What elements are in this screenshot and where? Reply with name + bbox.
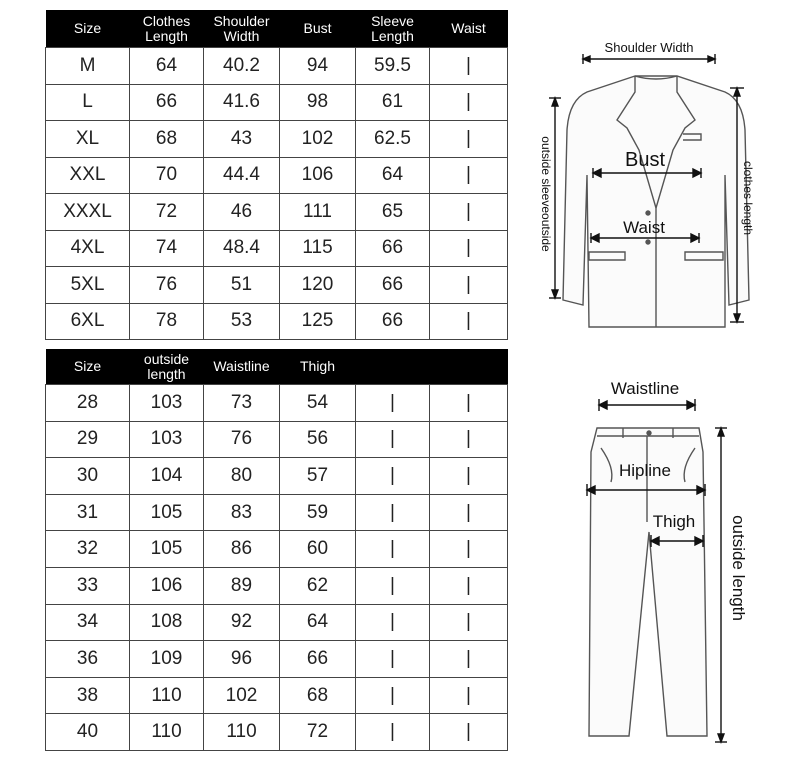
cell-waistline: 96 <box>204 641 280 678</box>
cell-thigh: 72 <box>280 714 356 751</box>
cell-waist: | <box>430 267 508 304</box>
cell-shoulder-width: 51 <box>204 267 280 304</box>
cell-clothes-length: 74 <box>130 230 204 267</box>
cell-size: 33 <box>46 567 130 604</box>
cell-sleeve-length: 59.5 <box>356 48 430 85</box>
table-row <box>46 48 508 85</box>
table-header-row <box>46 349 508 385</box>
cell-shoulder-width: 48.4 <box>204 230 280 267</box>
cell-waistline: 92 <box>204 604 280 641</box>
cell-thigh: 60 <box>280 531 356 568</box>
table-row <box>46 385 508 422</box>
header-shoulder-width: Shoulder Width <box>204 10 280 48</box>
jacket-table-body <box>46 48 508 340</box>
table-row <box>46 567 508 604</box>
cell-thigh: 59 <box>280 494 356 531</box>
table-row <box>46 604 508 641</box>
cell-sleeve-length: 64 <box>356 157 430 194</box>
cell-outside-length: 110 <box>130 714 204 751</box>
bust-label: Bust <box>624 149 666 171</box>
cell-bust: 125 <box>280 303 356 340</box>
cell-extra-1: | <box>356 494 430 531</box>
cell-waist: | <box>430 303 508 340</box>
table-row <box>46 157 508 194</box>
cell-sleeve-length: 62.5 <box>356 121 430 158</box>
cell-shoulder-width: 46 <box>204 194 280 231</box>
cell-waist: | <box>430 230 508 267</box>
cell-extra-2: | <box>430 494 508 531</box>
cell-extra-1: | <box>356 677 430 714</box>
cell-sleeve-length: 65 <box>356 194 430 231</box>
cell-thigh: 57 <box>280 458 356 495</box>
cell-thigh: 56 <box>280 421 356 458</box>
cell-extra-1: | <box>356 421 430 458</box>
cell-extra-2: | <box>430 677 508 714</box>
cell-outside-length: 105 <box>130 531 204 568</box>
pants-size-table <box>45 349 508 751</box>
table-row <box>46 84 508 121</box>
thigh-label: Thigh <box>652 512 696 531</box>
cell-bust: 115 <box>280 230 356 267</box>
cell-shoulder-width: 43 <box>204 121 280 158</box>
cell-waistline: 110 <box>204 714 280 751</box>
cell-outside-length: 103 <box>130 421 204 458</box>
cell-bust: 120 <box>280 267 356 304</box>
table-row <box>46 714 508 751</box>
cell-outside-length: 110 <box>130 677 204 714</box>
jacket-diagram <box>525 30 800 340</box>
cell-extra-1: | <box>356 385 430 422</box>
cell-shoulder-width: 40.2 <box>204 48 280 85</box>
cell-extra-2: | <box>430 531 508 568</box>
cell-extra-2: | <box>430 604 508 641</box>
cell-extra-2: | <box>430 641 508 678</box>
header-thigh: Thigh <box>280 349 356 385</box>
table-row <box>46 531 508 568</box>
cell-thigh: 66 <box>280 641 356 678</box>
cell-size: M <box>46 48 130 85</box>
cell-size: 34 <box>46 604 130 641</box>
header-waistline: Waistline <box>204 349 280 385</box>
cell-outside-length: 105 <box>130 494 204 531</box>
cell-size: 36 <box>46 641 130 678</box>
cell-clothes-length: 68 <box>130 121 204 158</box>
cell-clothes-length: 66 <box>130 84 204 121</box>
cell-waistline: 89 <box>204 567 280 604</box>
cell-size: 30 <box>46 458 130 495</box>
cell-bust: 102 <box>280 121 356 158</box>
cell-clothes-length: 64 <box>130 48 204 85</box>
header-size: Size <box>46 349 130 385</box>
cell-waistline: 83 <box>204 494 280 531</box>
cell-size: 28 <box>46 385 130 422</box>
cell-bust: 94 <box>280 48 356 85</box>
cell-shoulder-width: 53 <box>204 303 280 340</box>
header-clothes-length: Clothes Length <box>130 10 204 48</box>
cell-size: XXL <box>46 157 130 194</box>
cell-extra-1: | <box>356 714 430 751</box>
cell-clothes-length: 70 <box>130 157 204 194</box>
cell-size: 5XL <box>46 267 130 304</box>
cell-waistline: 86 <box>204 531 280 568</box>
cell-shoulder-width: 41.6 <box>204 84 280 121</box>
cell-thigh: 68 <box>280 677 356 714</box>
cell-size: 29 <box>46 421 130 458</box>
cell-extra-1: | <box>356 567 430 604</box>
header-sleeve-length: Sleeve Length <box>356 10 430 48</box>
cell-waistline: 73 <box>204 385 280 422</box>
cell-waist: | <box>430 121 508 158</box>
cell-extra-1: | <box>356 604 430 641</box>
cell-sleeve-length: 66 <box>356 267 430 304</box>
cell-extra-2: | <box>430 385 508 422</box>
clothes-length-label: clothes length <box>741 160 755 236</box>
cell-size: 31 <box>46 494 130 531</box>
cell-sleeve-length: 66 <box>356 230 430 267</box>
cell-clothes-length: 78 <box>130 303 204 340</box>
cell-sleeve-length: 61 <box>356 84 430 121</box>
header-empty-2 <box>430 349 508 385</box>
header-size: Size <box>46 10 130 48</box>
waistline-label: Waistline <box>610 379 680 398</box>
cell-size: 4XL <box>46 230 130 267</box>
cell-size: XXXL <box>46 194 130 231</box>
cell-size: L <box>46 84 130 121</box>
cell-bust: 106 <box>280 157 356 194</box>
cell-waist: | <box>430 48 508 85</box>
table-row <box>46 421 508 458</box>
cell-waistline: 76 <box>204 421 280 458</box>
cell-size: 40 <box>46 714 130 751</box>
cell-size: 6XL <box>46 303 130 340</box>
waist-label: Waist <box>623 218 665 237</box>
cell-outside-length: 108 <box>130 604 204 641</box>
cell-sleeve-length: 66 <box>356 303 430 340</box>
cell-outside-length: 103 <box>130 385 204 422</box>
cell-waist: | <box>430 84 508 121</box>
cell-extra-2: | <box>430 421 508 458</box>
jacket-illustration <box>563 76 749 327</box>
cell-thigh: 54 <box>280 385 356 422</box>
table-row <box>46 641 508 678</box>
header-empty-1 <box>356 349 430 385</box>
outside-sleeve-label: outside sleeveoutside <box>539 136 553 252</box>
cell-thigh: 64 <box>280 604 356 641</box>
cell-extra-1: | <box>356 458 430 495</box>
cell-clothes-length: 76 <box>130 267 204 304</box>
cell-bust: 111 <box>280 194 356 231</box>
table-row <box>46 267 508 304</box>
hipline-label: Hipline <box>619 461 671 480</box>
shoulder-width-label: Shoulder Width <box>604 40 694 55</box>
table-row <box>46 677 508 714</box>
table-row <box>46 194 508 231</box>
cell-outside-length: 106 <box>130 567 204 604</box>
cell-extra-1: | <box>356 641 430 678</box>
table-row <box>46 121 508 158</box>
cell-shoulder-width: 44.4 <box>204 157 280 194</box>
table-row <box>46 494 508 531</box>
pants-table-body <box>46 385 508 751</box>
jacket-size-table <box>45 10 508 340</box>
cell-waistline: 80 <box>204 458 280 495</box>
outside-length-label: outside length <box>729 515 748 621</box>
cell-clothes-length: 72 <box>130 194 204 231</box>
cell-extra-2: | <box>430 714 508 751</box>
cell-outside-length: 109 <box>130 641 204 678</box>
table-row <box>46 303 508 340</box>
cell-extra-1: | <box>356 531 430 568</box>
cell-bust: 98 <box>280 84 356 121</box>
cell-waistline: 102 <box>204 677 280 714</box>
pants-diagram <box>575 372 800 752</box>
header-bust: Bust <box>280 10 356 48</box>
cell-waist: | <box>430 194 508 231</box>
cell-size: 38 <box>46 677 130 714</box>
table-row <box>46 458 508 495</box>
cell-thigh: 62 <box>280 567 356 604</box>
cell-size: XL <box>46 121 130 158</box>
cell-extra-2: | <box>430 567 508 604</box>
cell-size: 32 <box>46 531 130 568</box>
cell-extra-2: | <box>430 458 508 495</box>
header-waist: Waist <box>430 10 508 48</box>
table-row <box>46 230 508 267</box>
table-header-row <box>46 10 508 48</box>
cell-outside-length: 104 <box>130 458 204 495</box>
header-outside-length: outside length <box>130 349 204 385</box>
cell-waist: | <box>430 157 508 194</box>
